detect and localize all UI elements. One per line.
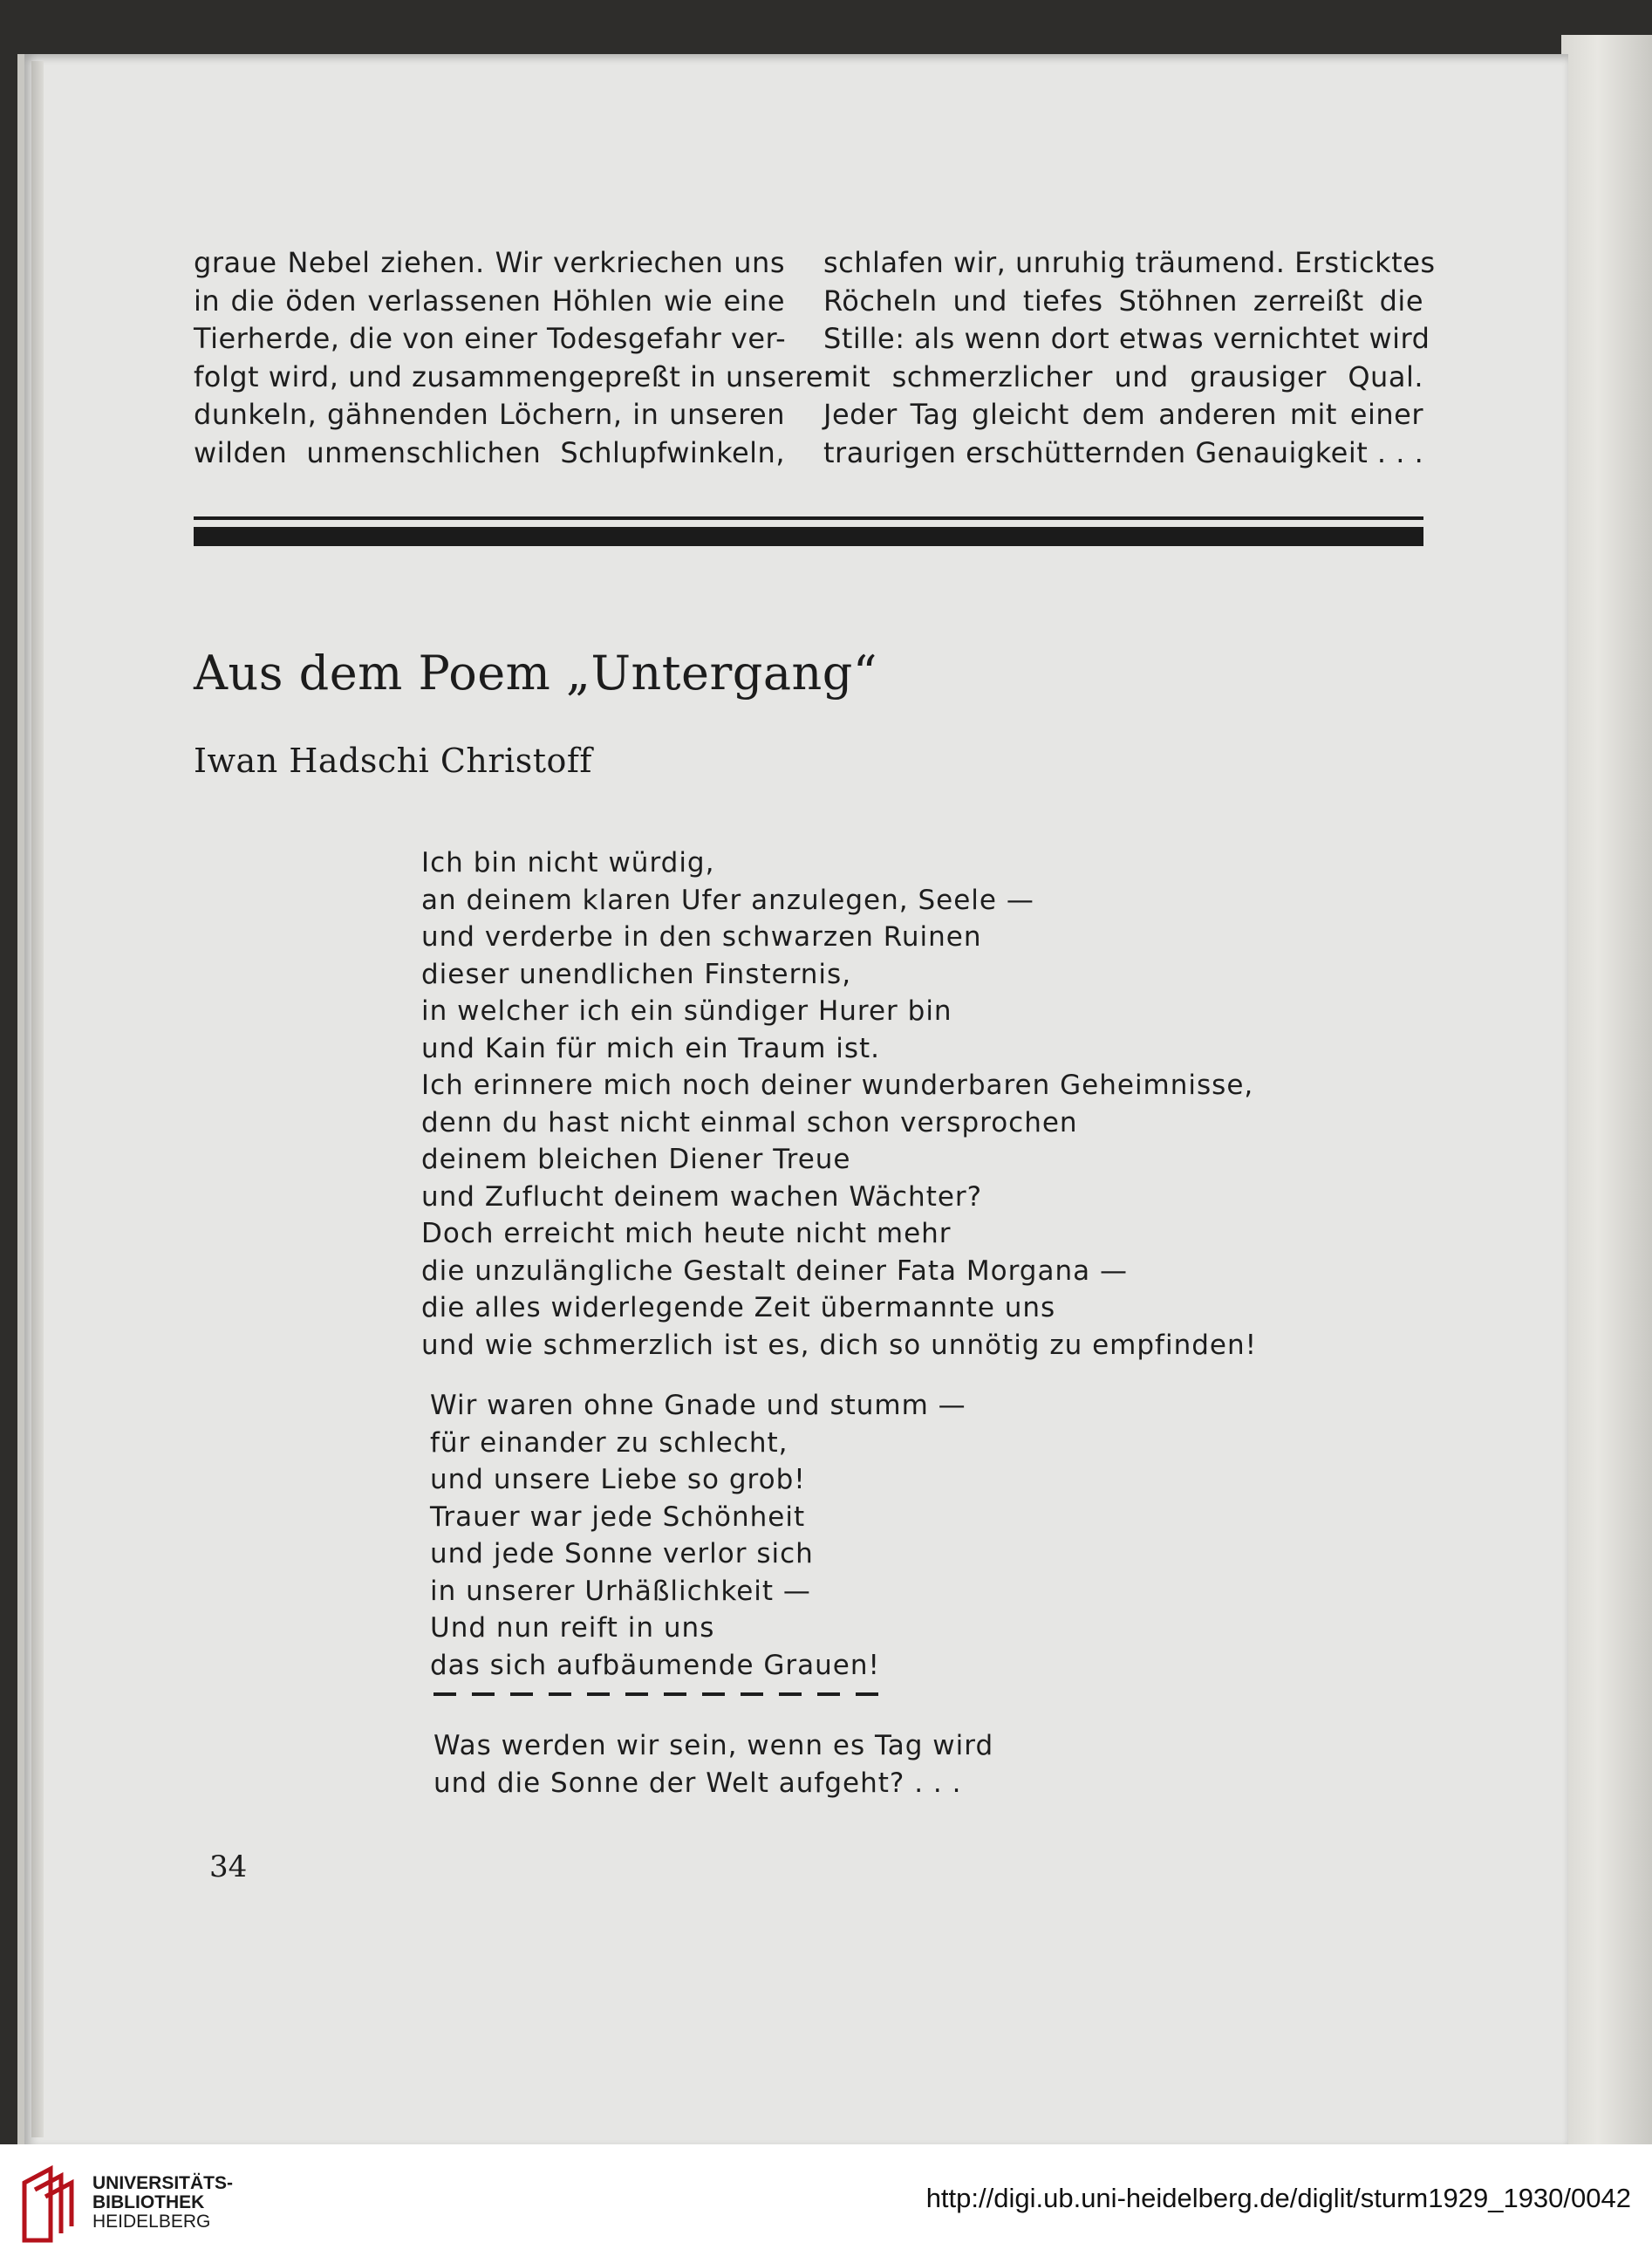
poem-line: Doch erreicht mich heute nicht mehr (421, 1218, 952, 1249)
library-name-line: UNIVERSITÄTS- (92, 2173, 234, 2193)
article-title: Aus dem Poem „Untergang“ (194, 646, 877, 701)
poem-line: Ich erinnere mich noch deiner wunderbaren Geheimnisse, (421, 1070, 1254, 1101)
poem-line: und unsere Liebe so grob! (430, 1464, 806, 1495)
poem-line: in unserer Urhäßlichkeit — (430, 1575, 811, 1607)
dashed-separator (433, 1692, 880, 1696)
library-name-line: BIBLIOTHEK (92, 2192, 205, 2212)
poem-line: Ich bin nicht würdig, (421, 847, 715, 879)
prose-line: graue Nebel ziehen. Wir verkriechen uns (194, 246, 785, 279)
library-name (92, 2174, 233, 2232)
poem-line: Und nun reift in uns (430, 1612, 715, 1644)
poem-line: und jede Sonne verlor sich (430, 1538, 814, 1569)
divider-rule-thin (194, 516, 1423, 520)
prose-line: folgt wird, und zusammengepreßt in unseren (194, 359, 842, 393)
prose-line: dunkeln, gähnenden Löchern, in unseren (194, 398, 785, 431)
article-author: Iwan Hadschi Christoff (194, 742, 592, 780)
poem-line: das sich aufbäumende Grauen! (430, 1649, 880, 1681)
prose-line: traurigen erschütternden Genauigkeit . . . (823, 435, 1424, 469)
page-stack-edge (31, 61, 44, 2137)
poem-line: an deinem klaren Ufer anzulegen, Seele — (421, 884, 1034, 916)
divider-rule-thick (194, 527, 1423, 546)
library-name-line: HEIDELBERG (92, 2212, 211, 2232)
prose-line: Jeder Tag gleicht dem anderen mit einer (823, 398, 1423, 431)
permalink-url[interactable]: http://digi.ub.uni-heidelberg.de/diglit/sturm1929_1930/0042 (925, 2183, 1631, 2213)
prose-line: in die öden verlassenen Höhlen wie eine (194, 284, 785, 318)
page-number: 34 (209, 1849, 248, 1884)
poem-line: Was werden wir sein, wenn es Tag wird (433, 1730, 994, 1761)
poem-line: und verderbe in den schwarzen Ruinen (421, 921, 982, 953)
poem-line: Wir waren ohne Gnade und stumm — (430, 1390, 966, 1421)
poem-line: und Kain für mich ein Traum ist. (421, 1032, 881, 1064)
prose-line: mit schmerzlicher und grausiger Qual. (823, 359, 1423, 393)
poem-line: für einander zu schlecht, (430, 1426, 788, 1459)
poem-line: die alles widerlegende Zeit übermannte uns (421, 1292, 1056, 1323)
prose-line: Röcheln und tiefes Stöhnen zerreißt die (823, 284, 1423, 318)
prose-line: schlafen wir, unruhig träumend. Ersticktes (823, 246, 1436, 279)
footer-bar (0, 2144, 1652, 2263)
prose-line: Stille: als wenn dort etwas vernichtet wird (823, 322, 1430, 355)
poem-line: Trauer war jede Schönheit (430, 1501, 806, 1533)
book-edge (1561, 35, 1652, 2146)
prose-right-column (823, 244, 1436, 472)
poem-line: in welcher ich ein sündiger Hurer bin (421, 995, 952, 1027)
poem-line: dieser unendlichen Finsternis, (421, 958, 852, 990)
poem-stanza-3 (433, 1727, 993, 1802)
prose-line: Tierherde, die von einer Todesgefahr ver- (194, 322, 787, 355)
poem-line: denn du hast nicht einmal schon versprochen (421, 1106, 1078, 1138)
poem-line: und wie schmerzlich ist es, dich so unnötig zu empfinden! (421, 1329, 1258, 1361)
prose-left-column (194, 244, 842, 472)
poem-line: deinem bleichen Diener Treue (421, 1144, 851, 1175)
poem-line: und Zuflucht deinem wachen Wächter? (421, 1180, 983, 1213)
poem-line: die unzulängliche Gestalt deiner Fata Morgana — (421, 1255, 1128, 1287)
poem-stanza-2 (430, 1387, 966, 1684)
poem-stanza-1 (421, 844, 1257, 1364)
prose-line: wilden unmenschlichen Schlupfwinkeln, (194, 435, 785, 469)
poem-line: und die Sonne der Welt aufgeht? . . . (433, 1767, 962, 1799)
library-logo-icon (17, 2164, 89, 2246)
